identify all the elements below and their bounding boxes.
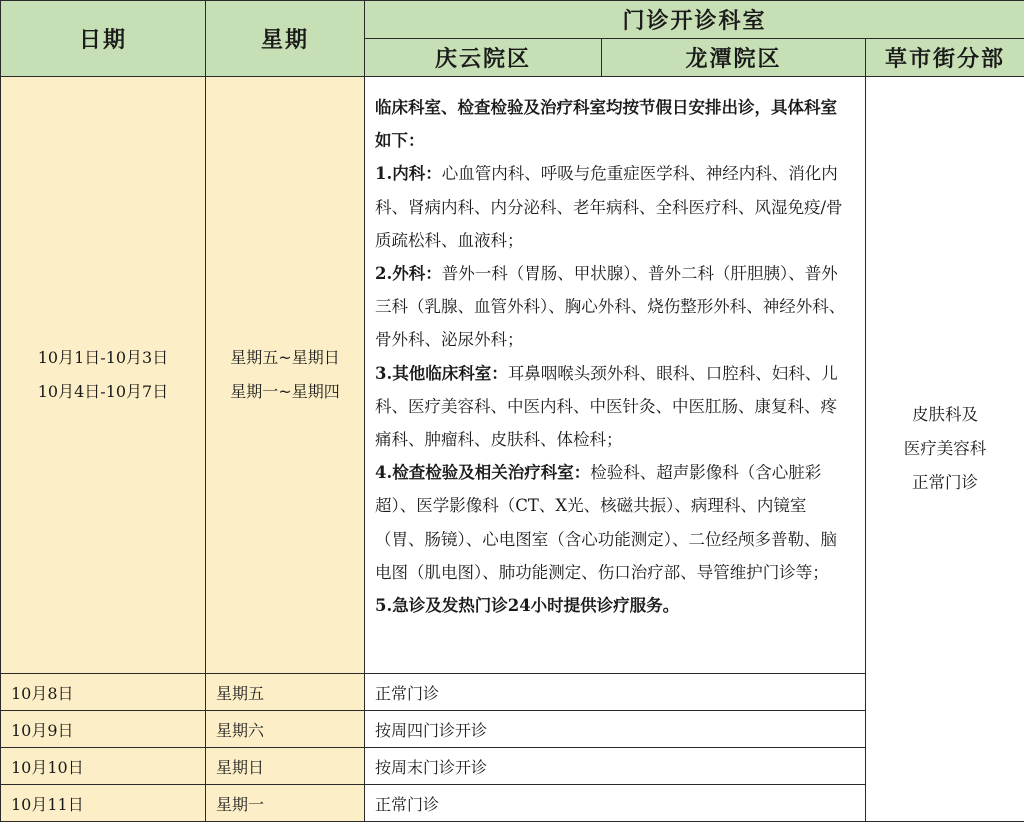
holiday-weekdays-cell (206, 77, 365, 674)
caoshi-line-1: 皮肤科及 (912, 405, 979, 424)
dept-item-5-label: 5.急诊及发热门诊24小时提供诊疗服务。 (375, 596, 680, 616)
caoshi-cell (866, 77, 1024, 822)
dept-item-4-label: 4.检查检验及相关治疗科室： (375, 463, 591, 483)
dept-item-3-label: 3.其他临床科室： (375, 363, 508, 383)
dept-item-2-label: 2.外科： (375, 264, 442, 284)
holiday-weekday-2: 星期一~星期四 (230, 382, 340, 401)
header-date: 日期 (1, 1, 206, 77)
dept-item-4 (375, 456, 851, 589)
row-date: 10月8日 (1, 674, 206, 711)
header-longtan: 龙潭院区 (602, 39, 866, 77)
row-status: 按周四门诊开诊 (365, 711, 866, 748)
row-weekday: 星期一 (206, 785, 365, 822)
dept-item-2-text: 普外一科（胃肠、甲状腺）、普外二科（肝胆胰）、普外三科（乳腺、血管外科）、胸心外科、烧伤整形外科、神经外科、骨外科、泌尿外科； (375, 264, 846, 350)
row-date: 10月11日 (1, 785, 206, 822)
holiday-departments-cell (365, 77, 866, 674)
dept-item-2 (375, 257, 851, 357)
holiday-dates-cell (1, 77, 206, 674)
dept-item-3 (375, 357, 851, 457)
holiday-date-1: 10月1日-10月3日 (37, 348, 169, 367)
row-status: 按周末门诊开诊 (365, 748, 866, 785)
row-weekday: 星期日 (206, 748, 365, 785)
row-date: 10月10日 (1, 748, 206, 785)
header-weekday: 星期 (206, 1, 365, 77)
dept-item-1-text: 心血管内科、呼吸与危重症医学科、神经内科、消化内科、肾病内科、内分泌科、老年病科、全科医疗科、风湿免疫/骨质疏松科、血液科； (375, 164, 843, 250)
row-status: 正常门诊 (365, 674, 866, 711)
row-weekday: 星期五 (206, 674, 365, 711)
dept-item-5 (375, 589, 851, 622)
row-weekday: 星期六 (206, 711, 365, 748)
holiday-intro: 临床科室、检查检验及治疗科室均按节假日安排出诊，具体科室如下： (375, 98, 837, 151)
holiday-weekday-1: 星期五~星期日 (230, 348, 340, 367)
row-date: 10月9日 (1, 711, 206, 748)
dept-item-1 (375, 157, 851, 257)
caoshi-line-3: 正常门诊 (912, 473, 979, 492)
header-outpatient: 门诊开诊科室 (365, 1, 1024, 39)
dept-item-3-text: 耳鼻咽喉头颈外科、眼科、口腔科、妇科、儿科、医疗美容科、中医内科、中医针灸、中医肛肠、康复科、疼痛科、肿瘤科、皮肤科、体检科； (375, 363, 838, 450)
header-qingyun: 庆云院区 (365, 39, 602, 77)
caoshi-line-2: 医疗美容科 (903, 439, 987, 458)
dept-item-4-text: 检验科、超声影像科（含心脏彩超）、医学影像科（CT、X光、核磁共振）、病理科、内镜室（胃、肠镜）、心电图室（含心功能测定）、二位经颅多普勒、脑电图（肌电图）、肺功能测定、伤口治疗部、导管维护门诊等； (375, 463, 837, 582)
dept-item-1-label: 1.内科： (375, 164, 442, 184)
holiday-date-2: 10月4日-10月7日 (37, 382, 169, 401)
row-status: 正常门诊 (365, 785, 866, 822)
header-caoshi: 草市街分部 (866, 39, 1024, 77)
